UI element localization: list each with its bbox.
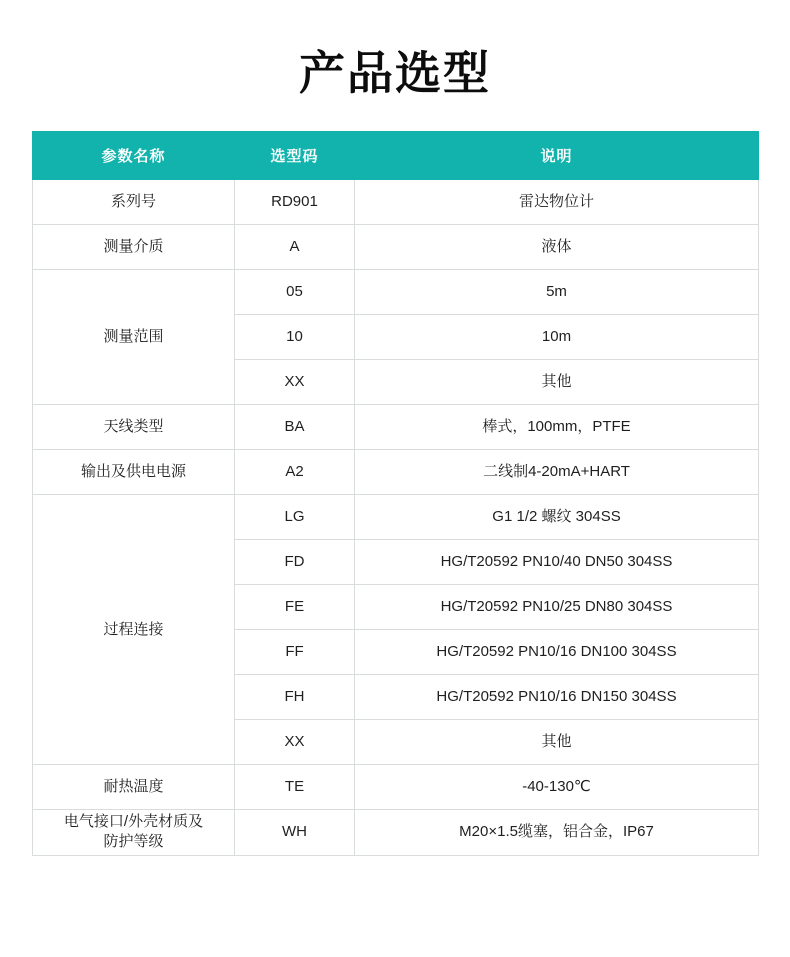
cell-parameter-line2: 防护等级 [103,833,164,851]
page-title: 产品选型 [299,47,491,99]
cell-description: HG/T20592 PN10/40 DN50 304SS [355,540,759,585]
cell-code: 10 [235,315,355,360]
cell-description: HG/T20592 PN10/16 DN150 304SS [355,675,759,720]
cell-parameter: 过程连接 [33,495,235,765]
cell-description: M20×1.5缆塞，铝合金，IP67 [355,810,759,856]
cell-description: 其他 [355,360,759,405]
table-row [33,225,759,270]
cell-code: TE [235,765,355,810]
cell-code: XX [235,360,355,405]
table-row [33,765,759,810]
cell-description: HG/T20592 PN10/25 DN80 304SS [355,585,759,630]
table-header [33,132,759,180]
column-header-description: 说明 [355,132,759,180]
cell-parameter: 测量介质 [33,225,235,270]
cell-code: FE [235,585,355,630]
cell-parameter: 系列号 [33,180,235,225]
cell-code: A [235,225,355,270]
cell-code: FF [235,630,355,675]
cell-code: FD [235,540,355,585]
spec-table-container [0,131,790,856]
column-header-code: 选型码 [235,132,355,180]
cell-description: 棒式，100mm，PTFE [355,405,759,450]
table-row [33,450,759,495]
cell-description: 二线制4-20mA+HART [355,450,759,495]
cell-code: RD901 [235,180,355,225]
cell-description: 其他 [355,720,759,765]
cell-code: BA [235,405,355,450]
column-header-parameter: 参数名称 [33,132,235,180]
cell-code: WH [235,810,355,856]
cell-description: 10m [355,315,759,360]
cell-description: 雷达物位计 [355,180,759,225]
cell-code: A2 [235,450,355,495]
cell-parameter [33,810,235,856]
cell-parameter: 天线类型 [33,405,235,450]
cell-description: -40-130℃ [355,765,759,810]
cell-description: G1 1/2 螺纹 304SS [355,495,759,540]
table-row [33,810,759,856]
cell-code: XX [235,720,355,765]
table-row [33,405,759,450]
cell-code: LG [235,495,355,540]
cell-parameter: 测量范围 [33,270,235,405]
cell-parameter-line1: 电气接口/外壳材质及 [63,813,204,831]
table-row [33,270,759,315]
cell-code: 05 [235,270,355,315]
cell-code: FH [235,675,355,720]
product-selection-table [32,131,759,856]
cell-parameter: 耐热温度 [33,765,235,810]
cell-parameter: 输出及供电电源 [33,450,235,495]
cell-description: 5m [355,270,759,315]
cell-description: HG/T20592 PN10/16 DN100 304SS [355,630,759,675]
cell-description: 液体 [355,225,759,270]
table-row [33,495,759,540]
table-body [33,180,759,856]
table-row [33,180,759,225]
table-header-row [33,132,759,180]
